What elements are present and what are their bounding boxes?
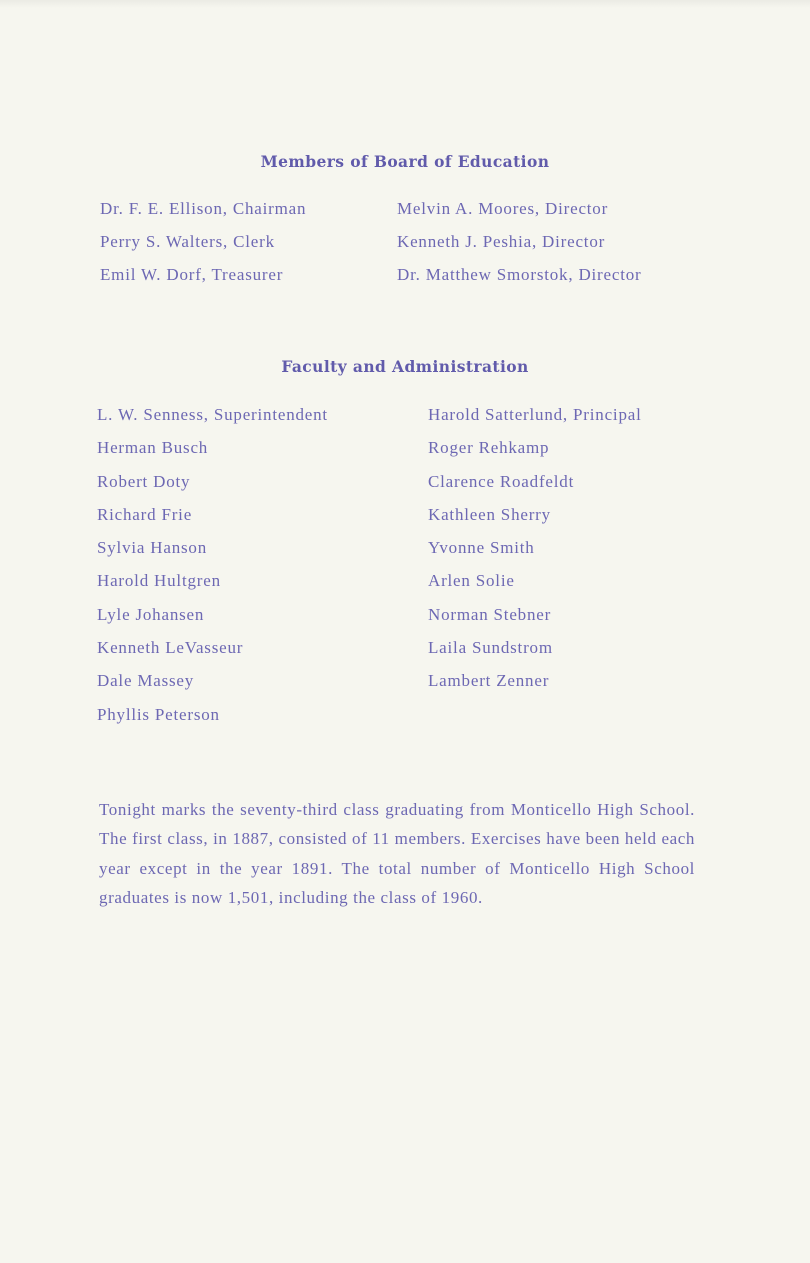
faculty-right-column [428, 398, 642, 698]
board-member: Melvin A. Moores, Director [397, 199, 609, 218]
board-member: Emil W. Dorf, Treasurer [100, 265, 284, 284]
faculty-member: Norman Stebner [428, 604, 552, 624]
faculty-member: Harold Satterlund, Principal [428, 405, 642, 424]
faculty-member: Herman Busch [97, 438, 209, 458]
faculty-member: Robert Doty [97, 471, 191, 491]
faculty-member: Roger Rehkamp [428, 438, 550, 458]
board-member: Perry S. Walters, Clerk [100, 232, 275, 251]
board-member: Kenneth J. Peshia, Director [397, 232, 606, 251]
faculty-member: Clarence Roadfeldt [428, 471, 575, 491]
board-member: Dr. F. E. Ellison, Chairman [100, 199, 307, 218]
faculty-member: Sylvia Hanson [97, 538, 208, 558]
faculty-member: L. W. Senness, Superintendent [97, 405, 328, 424]
faculty-member: Lyle Johansen [97, 604, 205, 624]
faculty-member: Phyllis Peterson [97, 704, 220, 724]
faculty-member: Laila Sundstrom [428, 638, 553, 658]
page-edge [0, 0, 810, 8]
graduation-note: Tonight marks the seventy-third class graduating from Monticello High School. The first class, in 1887, consisted of 11 members. Exercises have been held each year except in the year 1891. The total number of Monticello High School graduates is now 1,501, including the class of 1960. [99, 800, 695, 907]
faculty-member: Yvonne Smith [428, 538, 535, 558]
faculty-member: Arlen Solie [428, 571, 515, 591]
faculty-member: Harold Hultgren [97, 571, 221, 591]
faculty-heading: Faculty and Administration [281, 357, 529, 376]
faculty-member: Richard Frie [97, 504, 193, 524]
board-heading: Members of Board of Education [260, 152, 550, 171]
board-member: Dr. Matthew Smorstok, Director [397, 265, 642, 284]
board-left-column [100, 192, 306, 291]
faculty-member: Kenneth LeVasseur [97, 638, 244, 658]
board-right-column [397, 192, 642, 291]
faculty-member: Lambert Zenner [428, 671, 550, 691]
faculty-left-column [97, 398, 328, 731]
faculty-member: Kathleen Sherry [428, 504, 551, 524]
faculty-member: Dale Massey [97, 671, 195, 691]
